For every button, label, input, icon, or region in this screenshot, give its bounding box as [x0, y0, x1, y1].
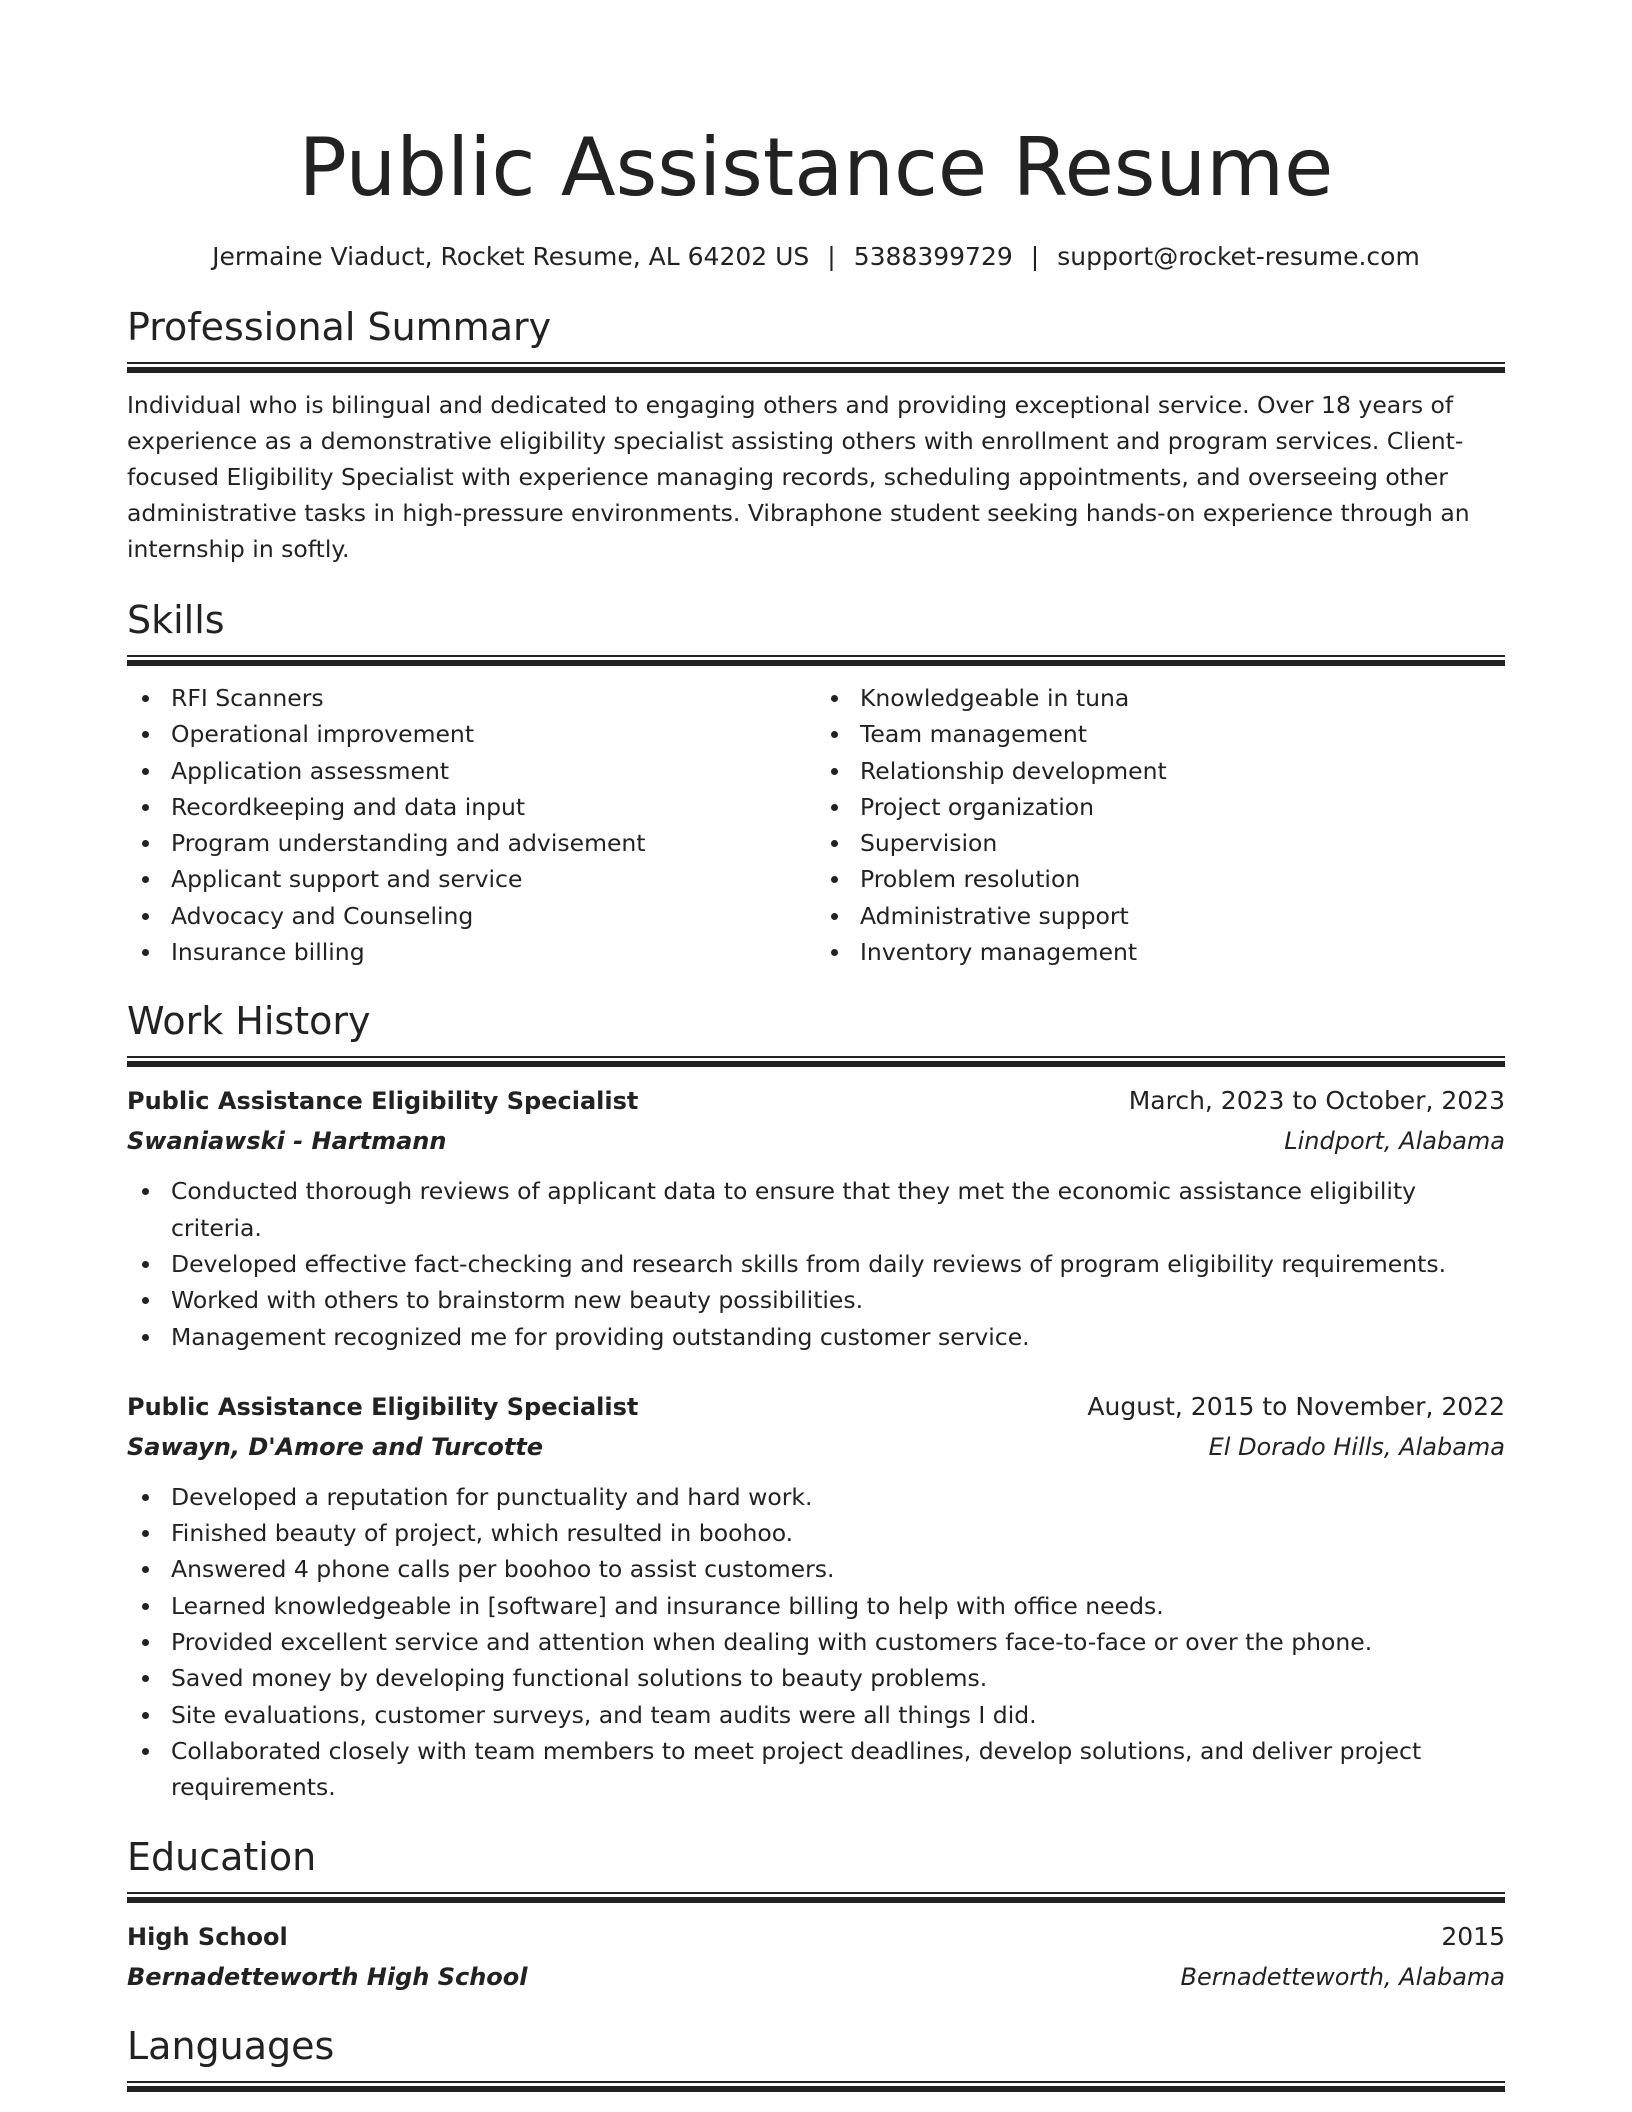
skill-item: Insurance billing: [127, 934, 816, 970]
education-header: [127, 1917, 1505, 1957]
work-heading: Work History: [127, 999, 371, 1044]
job-entry: [127, 1081, 1505, 1354]
summary-heading: Professional Summary: [127, 305, 552, 349]
job-title: Public Assistance Eligibility Specialist: [127, 1087, 639, 1116]
section-divider: [127, 2081, 1505, 2092]
job-bullet: Developed effective fact-checking and research skills from daily reviews of program eligibility requirements.: [127, 1246, 1505, 1282]
contact-phone: 5388399729: [853, 242, 1013, 271]
job-company: Swaniawski - Hartmann: [127, 1127, 447, 1156]
job-bullet: Provided excellent service and attention when dealing with customers face-to-face or over the phone.: [127, 1624, 1505, 1660]
section-divider: [127, 1892, 1505, 1903]
job-dates: March, 2023 to October, 2023: [1128, 1086, 1505, 1116]
skill-item: Knowledgeable in tuna: [816, 680, 1505, 716]
job-subheader: [127, 1121, 1505, 1161]
job-bullet-list: [127, 1479, 1505, 1806]
skill-item: Team management: [816, 716, 1505, 752]
resume-title: Public Assistance Resume: [298, 121, 1334, 214]
job-bullet: Learned knowledgeable in [software] and insurance billing to help with office needs.: [127, 1588, 1505, 1624]
summary-section: [127, 304, 1505, 567]
education-subheader: [127, 1957, 1505, 1997]
contact-address: Jermaine Viaduct, Rocket Resume, AL 64202 US: [212, 242, 810, 271]
skill-item: Problem resolution: [816, 861, 1505, 897]
job-header: [127, 1081, 1505, 1121]
skill-item: Operational improvement: [127, 716, 816, 752]
section-divider: [127, 362, 1505, 373]
education-entry: [127, 1917, 1505, 1997]
job-location: El Dorado Hills, Alabama: [1208, 1432, 1505, 1461]
education-heading: Education: [127, 1834, 317, 1879]
job-bullet: Site evaluations, customer surveys, and team audits were all things I did.: [127, 1697, 1505, 1733]
job-bullet: Answered 4 phone calls per boohoo to assist customers.: [127, 1551, 1505, 1587]
job-bullet: Worked with others to brainstorm new beauty possibilities.: [127, 1282, 1505, 1318]
contact-separator: |: [827, 242, 836, 271]
skills-list-left: [127, 680, 816, 970]
skill-item: Applicant support and service: [127, 861, 816, 897]
skill-item: RFI Scanners: [127, 680, 816, 716]
languages-section: [127, 2023, 1505, 2092]
skills-list-right: [816, 680, 1505, 970]
job-bullet: Collaborated closely with team members to meet project deadlines, develop solutions, and deliver project requirements.: [127, 1733, 1505, 1806]
skill-item: Program understanding and advisement: [127, 825, 816, 861]
job-location: Lindport, Alabama: [1284, 1127, 1505, 1156]
job-company: Sawayn, D'Amore and Turcotte: [127, 1432, 544, 1461]
job-bullet: Finished beauty of project, which resulted in boohoo.: [127, 1515, 1505, 1551]
section-divider: [127, 1056, 1505, 1067]
job-header: [127, 1387, 1505, 1427]
skills-grid: [127, 680, 1505, 970]
skill-item: Recordkeeping and data input: [127, 789, 816, 825]
job-bullet: Developed a reputation for punctuality and hard work.: [127, 1479, 1505, 1515]
skills-heading: Skills: [127, 598, 225, 642]
education-school: Bernadetteworth High School: [127, 1962, 528, 1991]
skill-item: Application assessment: [127, 753, 816, 789]
job-bullet: Saved money by developing functional solutions to beauty problems.: [127, 1660, 1505, 1696]
education-year: 2015: [1441, 1921, 1505, 1951]
job-bullet: Conducted thorough reviews of applicant data to ensure that they met the economic assistance eligibility criteria.: [127, 1173, 1505, 1246]
job-dates: August, 2015 to November, 2022: [1087, 1391, 1505, 1421]
skill-item: Administrative support: [816, 898, 1505, 934]
skill-item: Relationship development: [816, 753, 1505, 789]
skill-item: Project organization: [816, 789, 1505, 825]
work-section: [127, 998, 1505, 1805]
skill-item: Advocacy and Counseling: [127, 898, 816, 934]
job-subheader: [127, 1427, 1505, 1467]
job-bullet-list: [127, 1173, 1505, 1354]
contact-email: support@rocket-resume.com: [1057, 242, 1420, 271]
skill-item: Inventory management: [816, 934, 1505, 970]
education-section: [127, 1834, 1505, 1997]
contact-line: [127, 240, 1505, 274]
contact-separator: |: [1030, 242, 1040, 271]
section-divider: [127, 655, 1505, 666]
education-location: Bernadetteworth, Alabama: [1180, 1962, 1505, 1991]
skills-section: [127, 597, 1505, 970]
job-entry: [127, 1387, 1505, 1806]
summary-text: Individual who is bilingual and dedicated to engaging others and providing exceptional service. Over 18 years of experience as a demonstrative eligibility specialist assisting others with enrollment and program services. Client-focused Eligibility Specialist with experience managing records, scheduling appointments, and overseeing other administrative tasks in high-pressure environments. Vibraphone student seeking hands-on experience through an internship in softly.: [127, 391, 1470, 563]
job-bullet: Management recognized me for providing outstanding customer service.: [127, 1319, 1505, 1355]
education-degree: High School: [127, 1922, 288, 1951]
languages-heading: Languages: [127, 2023, 335, 2068]
skill-item: Supervision: [816, 825, 1505, 861]
job-title: Public Assistance Eligibility Specialist: [127, 1392, 639, 1421]
